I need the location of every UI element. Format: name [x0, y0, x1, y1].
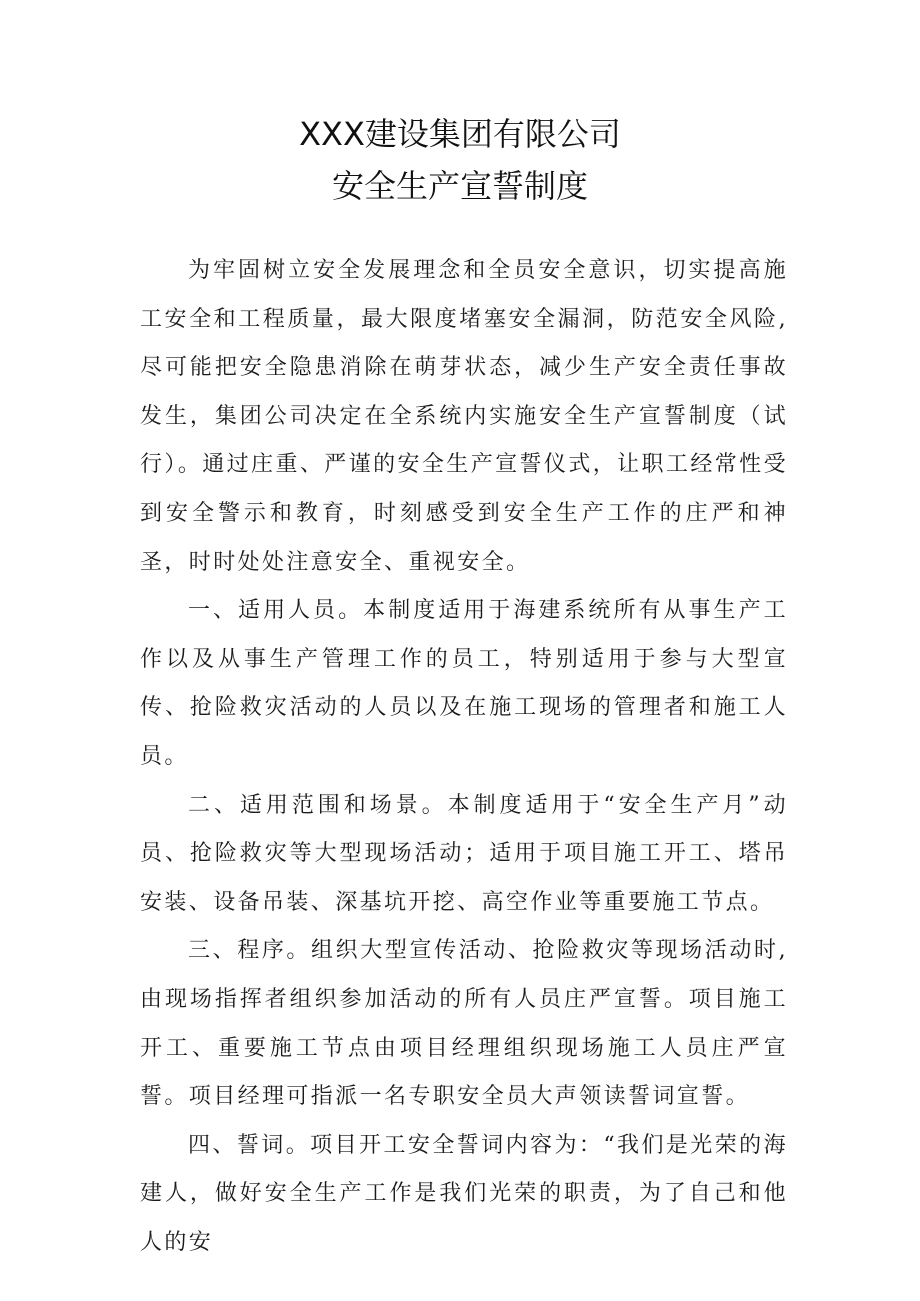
- paragraph-applicable-personnel: 一、适用人员。本制度适用于海建系统所有从事生产工作以及从事生产管理工作的员工，特别适用于参与大型宣传、抢险救灾活动的人员以及在施工现场的管理者和施工人员。: [140, 598, 788, 769]
- document-body: [140, 247, 788, 1267]
- paragraph-oath: 四、誓词。项目开工安全誓词内容为：“我们是光荣的海建人，做好安全生产工作是我们光荣的职责，为了自己和他人的安: [140, 1132, 788, 1255]
- title-company: XXX建设集团有限公司: [299, 115, 621, 153]
- title-subject: 安全生产宣誓制度: [331, 167, 588, 205]
- paragraph-scope-and-scenarios: 二、适用范围和场景。本制度适用于“安全生产月”动员、抢险救灾等大型现场活动；适用于项目施工开工、塔吊安装、设备吊装、深基坑开挖、高空作业等重要施工节点。: [140, 792, 788, 915]
- document-title: [0, 108, 920, 212]
- paragraph-intro: 为牢固树立安全发展理念和全员安全意识，切实提高施工安全和工程质量，最大限度堵塞安全漏洞，防范安全风险,尽可能把安全隐患消除在萌芽状态，减少生产安全责任事故发生，集团公司决定在全系统内实施安全生产宣誓制度（试行）。通过庄重、严谨的安全生产宣誓仪式，让职工经常性受到安全警示和教育，时刻感受到安全生产工作的庄严和神圣，时时处处注意安全、重视安全。: [140, 258, 788, 575]
- paragraph-procedure: 三、程序。组织大型宣传活动、抢险救灾等现场活动时,由现场指挥者组织参加活动的所有人员庄严宣誓。项目施工开工、重要施工节点由项目经理组织现场施工人员庄严宣誓。项目经理可指派一名专职安全员大声领读誓词宣誓。: [140, 938, 788, 1110]
